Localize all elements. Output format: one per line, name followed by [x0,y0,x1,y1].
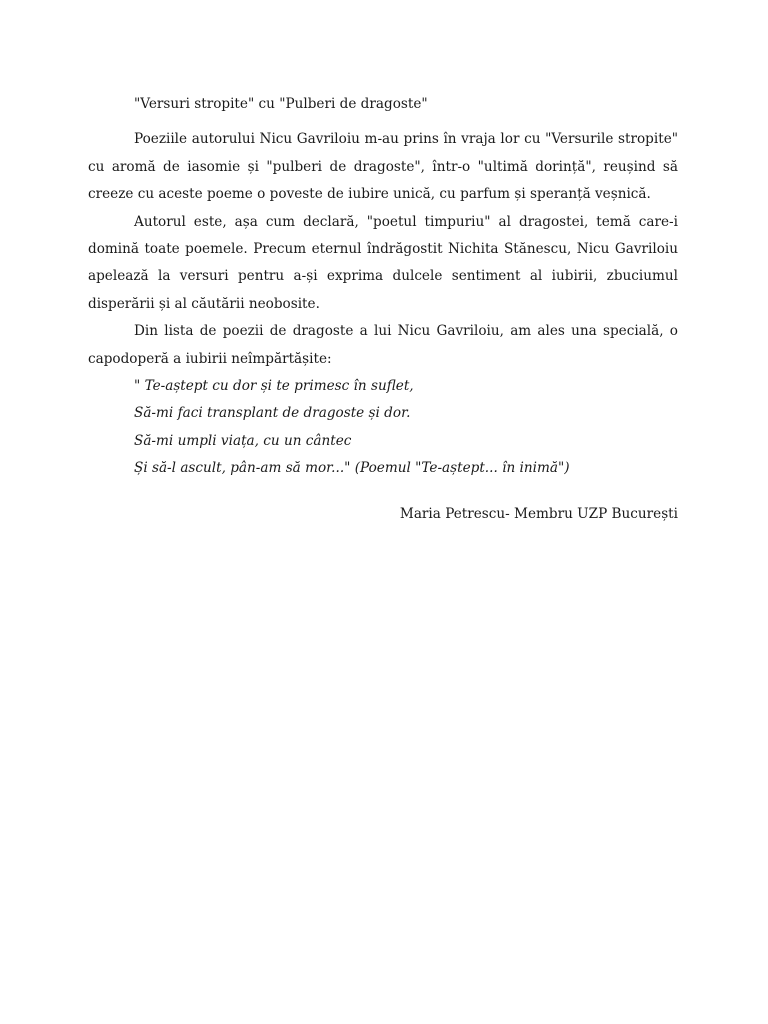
verse-line: Și să-l ascult, pân-am să mor..." (Poemul "Te-aștept... în inimă") [134,460,570,477]
paragraph-selection: Din lista de poezii de dragoste a lui Nicu Gavriloiu, am ales una specială, o capodoperă a iubirii neîmpărtășite: [88,323,678,367]
author-signature: Maria Petrescu- Membru UZP București [399,505,678,522]
poem-excerpt [88,373,678,483]
paragraph-author: Autorul este, așa cum declară, "poetul timpuriu" al dragostei, temă care-i domină toate poemele. Precum eternul îndrăgostit Nichita Stănescu, Nicu Gavriloiu apelează la versuri pentru a-și exprima dulcele sentiment al iubirii, zbuciumul disperării și al căutării neobosite. [88,213,678,312]
document-body [88,91,678,528]
verse-line: " Te-aștept cu dor și te primesc în suflet, [134,378,414,395]
document-title: "Versuri stropite" cu "Pulberi de dragoste" [134,96,428,112]
verse-line: Să-mi umpli viața, cu un cântec [134,432,352,449]
paragraph-intro: Poeziile autorului Nicu Gavriloiu m-au prins în vraja lor cu "Versurile stropite" cu aromă de iasomie și "pulberi de dragoste", într-o "ultimă dorință", reușind să creeze cu aceste poeme o poveste de iubire unică, cu parfum și speranță veșnică. [88,131,678,203]
verse-line: Să-mi faci transplant de dragoste și dor. [134,405,411,422]
